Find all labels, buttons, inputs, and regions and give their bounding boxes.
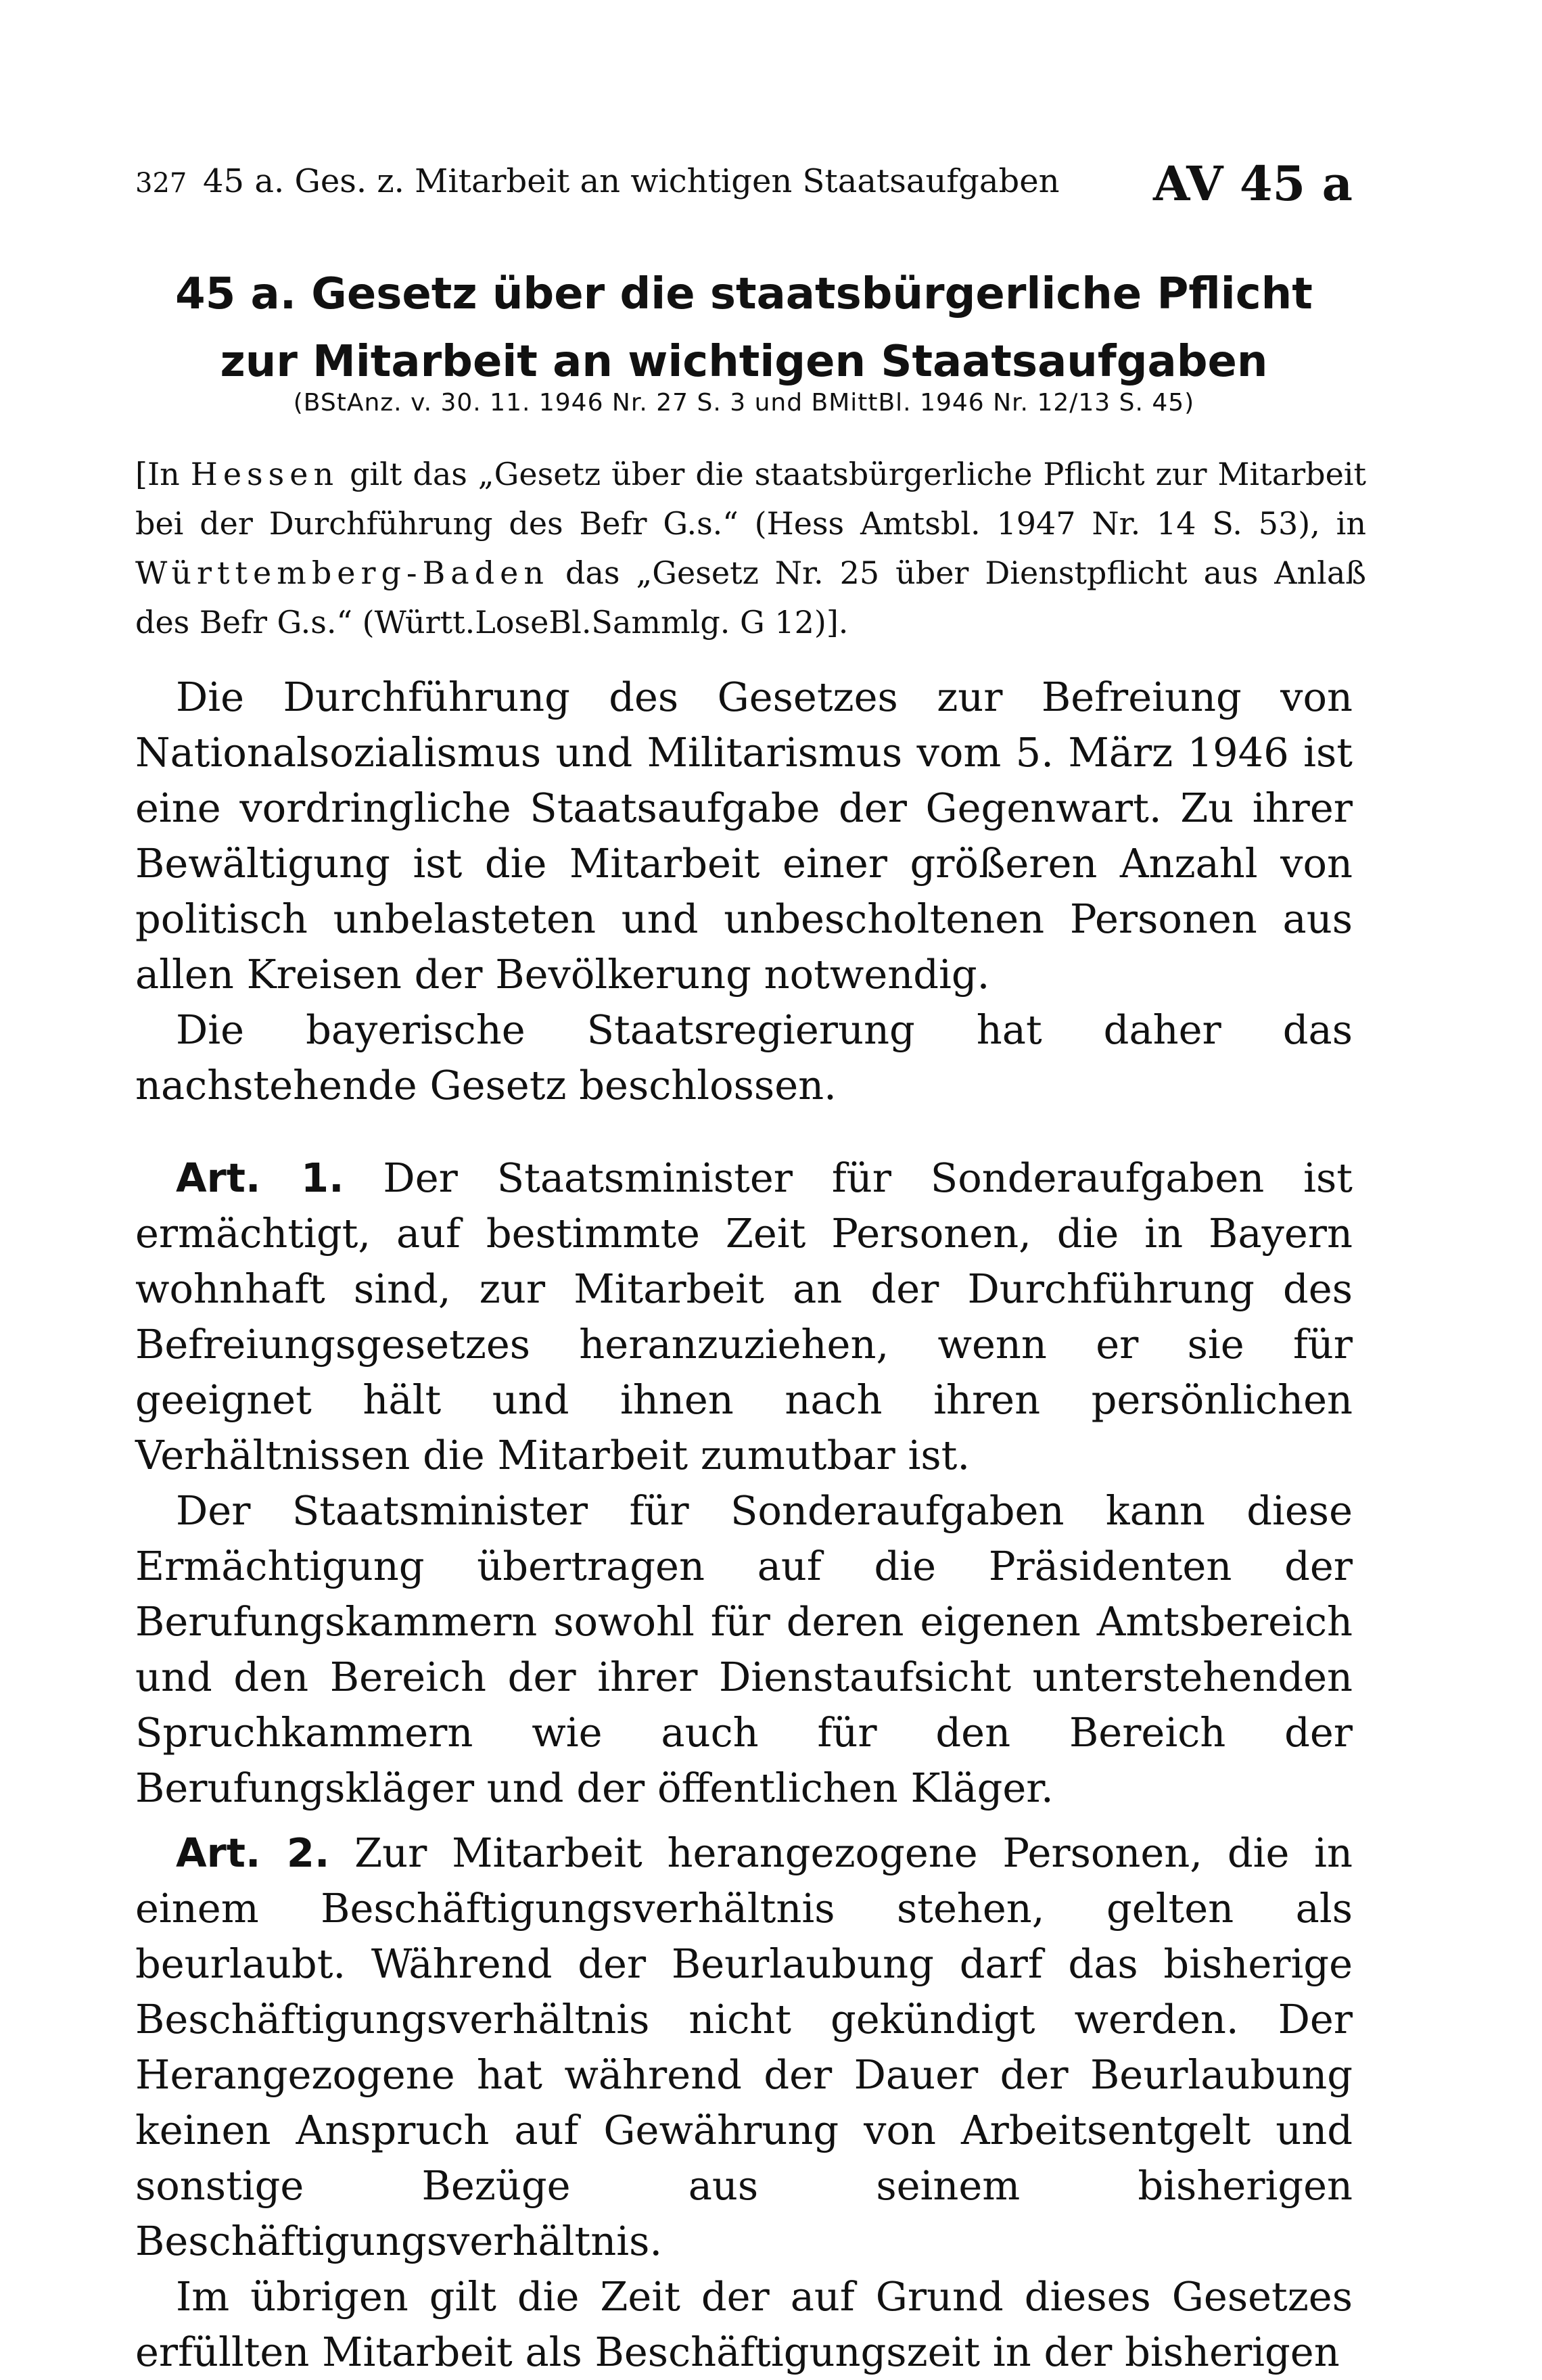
article-1-paragraph-2: Der Staatsminister für Sonderaufgaben kann diese Ermächtigung übertragen auf die Präsidenten der Berufungskammern sowohl für deren eigenen Amtsbereich und den Bereich der ihrer Dienstaufsicht unterstehenden Spruchkammern wie auch für den Bereich der Berufungskläger und der öffentlichen Kläger. [135, 1487, 1353, 1811]
note-state-wuerttemberg-baden: Württemberg-Baden [135, 555, 550, 591]
note-part3: das „Gesetz Nr. 25 über Dienstpflicht aus Anlaß des Befr G.s.“ (Württ.LoseBl.Sammlg. G 12)]. [135, 555, 1366, 640]
article-2 [135, 1825, 1353, 2269]
running-header [135, 156, 1353, 216]
document-title-line2: zur Mitarbeit an wichtigen Staatsaufgaben [220, 337, 1268, 387]
running-title: 45 a. Ges. z. Mitarbeit an wichtigen Staatsaufgaben [203, 162, 1060, 200]
note-part1: [In [135, 456, 191, 492]
section-code: AV 45 a [1152, 156, 1353, 212]
note-state-hessen: Hessen [190, 456, 340, 492]
article-2-paragraph-2: Im übrigen gilt die Zeit der auf Grund dieses Gesetzes erfüllten Mitarbeit als Beschäftigungszeit in der bisherigen [135, 2273, 1353, 2375]
preamble-paragraph-2: Die bayerische Staatsregierung hat daher das nachstehende Gesetz beschlossen. [135, 1006, 1353, 1109]
page-number: 327 [135, 168, 187, 199]
preamble-paragraph-1: Die Durchführung des Gesetzes zur Befreiung von Nationalsozialismus und Militarismus vom 5. März 1946 ist eine vordringliche Staatsaufgabe der Gegenwart. Zu ihrer Bewältigung ist die Mitarbeit einer größeren Anzahl von politisch unbelasteten und unbescholtenen Personen aus allen Kreisen der Bevölkerung notwendig. [135, 674, 1353, 998]
source-citation: (BStAnz. v. 30. 11. 1946 Nr. 27 S. 3 und BMittBl. 1946 Nr. 12/13 S. 45) [293, 389, 1195, 417]
document-title-line1: 45 a. Gesetz über die staatsbürgerliche Pflicht [175, 269, 1313, 319]
article-1-label: Art. 1. [176, 1154, 344, 1201]
article-2-label: Art. 2. [176, 1829, 330, 1876]
law-body [135, 670, 1353, 2380]
article-1-text: Der Staatsminister für Sonderaufgaben ist ermächtigt, auf bestimmte Zeit Personen, die in Bayern wohnhaft sind, zur Mitarbeit an der Durchführung des Befreiungsgesetzes heranzuziehen, wenn er sie für geeignet hält und ihnen nach ihren persönlichen Verhältnissen die Mitarbeit zumutbar ist. [135, 1154, 1353, 1478]
document-title [135, 260, 1353, 396]
article-1 [135, 1150, 1353, 1483]
editorial-note [135, 450, 1366, 647]
note-part2: gilt das „Gesetz über die staatsbürgerliche Pflicht zur Mitarbeit bei der Durchführung des Befr G.s.“ (Hess Amtsbl. 1947 Nr. 14 S. 53), in [135, 456, 1366, 542]
article-2-text: Zur Mitarbeit herangezogene Personen, die in einem Beschäftigungsverhältnis stehen, gelten als beurlaubt. Während der Beurlaubung darf das bisherige Beschäftigungsverhältnis nicht gekündigt werden. Der Herangezogene hat während der Dauer der Beurlaubung keinen Anspruch auf Gewährung von Arbeitsentgelt und sonstige Bezüge aus seinem bisherigen Beschäftigungsverhältnis. [135, 1829, 1353, 2264]
